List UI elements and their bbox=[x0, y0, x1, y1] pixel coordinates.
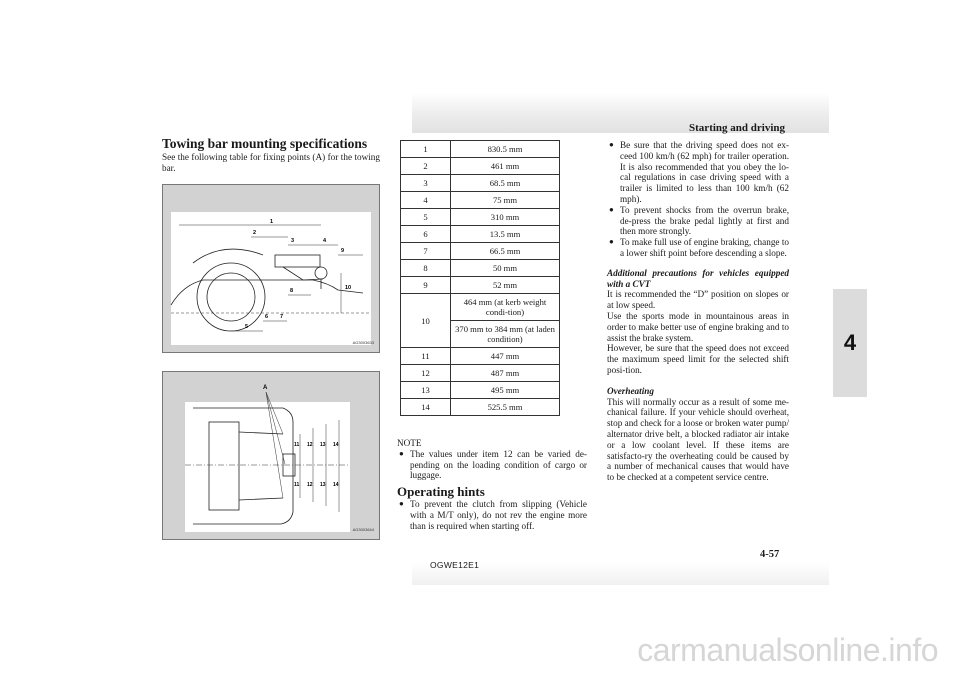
table-row bbox=[401, 399, 560, 416]
page-number: 4-57 bbox=[760, 549, 780, 560]
list-item bbox=[607, 237, 789, 259]
item-value: 487 mm bbox=[451, 365, 560, 382]
table-row bbox=[401, 243, 560, 260]
document-code: OGWE12E1 bbox=[430, 560, 480, 570]
callout-1: 1 bbox=[270, 218, 274, 225]
towing-bar-intro: See the following table for fixing points (A) for the towing bar. bbox=[162, 152, 380, 173]
table-row bbox=[401, 141, 560, 158]
callout-2: 2 bbox=[253, 229, 257, 236]
section-title: Starting and driving bbox=[689, 122, 785, 134]
bullet-icon: ● bbox=[399, 498, 404, 508]
item-value: 461 mm bbox=[451, 158, 560, 175]
item-value: 830.5 mm bbox=[451, 141, 560, 158]
callout-14-lower: 14 bbox=[333, 481, 339, 488]
cvt-paragraph: However, be sure that the speed does not exceed the maximum speed limit for the selected shift posi-tion. bbox=[607, 343, 789, 375]
table-row bbox=[401, 158, 560, 175]
item-number: 1 bbox=[401, 141, 451, 158]
callout-11-lower: 11 bbox=[294, 481, 300, 488]
list-item-text: To make full use of engine braking, change to a lower shift point before descending a slope. bbox=[620, 237, 789, 258]
item-number: 3 bbox=[401, 175, 451, 192]
list-item-text: Be sure that the driving speed does not ex-ceed 100 km/h (62 mph) for trailer operation. It is also recommended that you obey the lo-cal regulations in case driving speed with a trailer is limited to less than 100 km/h (62 mph). bbox=[620, 140, 789, 204]
item-value: 50 mm bbox=[451, 260, 560, 277]
item-value: 495 mm bbox=[451, 382, 560, 399]
overheating-paragraph: This will normally occur as a result of some me-chanical failure. If your vehicle should overheat, stop and check for a loose or broken water pump/ alternator drive belt, a blocked radiator air intake or a low coolant level. If these items are satisfacto-ry the overheating could be caused by a number of mechanical causes that would have to be checked at a competent service centre. bbox=[607, 396, 789, 483]
cvt-paragraph: Use the sports mode in mountainous areas in order to make better use of engine braking and to assist the brake system. bbox=[607, 310, 789, 343]
item-value: 525.5 mm bbox=[451, 399, 560, 416]
middle-column bbox=[397, 140, 587, 531]
item-number: 6 bbox=[401, 226, 451, 243]
item-value: 52 mm bbox=[451, 277, 560, 294]
towing-bar-heading: Towing bar mounting specifications bbox=[162, 136, 368, 151]
spec-table bbox=[400, 140, 560, 416]
callout-12-upper: 12 bbox=[307, 441, 313, 448]
callout-9: 9 bbox=[341, 247, 345, 254]
item-number: 8 bbox=[401, 260, 451, 277]
note-text: The values under item 12 can be varied de-pending on the loading condition of cargo or luggage. bbox=[410, 448, 587, 481]
operating-hints-heading: Operating hints bbox=[397, 484, 485, 500]
callout-4: 4 bbox=[323, 237, 327, 244]
note-label: NOTE bbox=[397, 438, 422, 448]
callout-12-lower: 12 bbox=[307, 481, 313, 488]
overheating-heading: Overheating bbox=[607, 385, 654, 396]
right-column bbox=[607, 140, 789, 483]
item-number: 12 bbox=[401, 365, 451, 382]
table-row bbox=[401, 209, 560, 226]
callout-3: 3 bbox=[291, 237, 295, 244]
callout-7: 7 bbox=[280, 313, 284, 320]
table-row bbox=[401, 260, 560, 277]
item-number: 5 bbox=[401, 209, 451, 226]
item-value: 464 mm (at kerb weight condi-tion) bbox=[451, 294, 560, 321]
item-value: 13.5 mm bbox=[451, 226, 560, 243]
table-row bbox=[401, 277, 560, 294]
callout-13-lower: 13 bbox=[320, 481, 326, 488]
table-row bbox=[401, 382, 560, 399]
chapter-number: 4 bbox=[843, 330, 857, 355]
item-number: 2 bbox=[401, 158, 451, 175]
side-view-figure bbox=[162, 184, 380, 353]
figure-code: AG3003633 bbox=[352, 339, 374, 345]
table-row bbox=[401, 226, 560, 243]
bullet-icon: ● bbox=[609, 204, 614, 214]
item-number: 13 bbox=[401, 382, 451, 399]
item-number: 10 bbox=[401, 294, 451, 348]
callout-6: 6 bbox=[265, 313, 269, 320]
top-view-figure bbox=[162, 371, 380, 540]
table-row bbox=[401, 348, 560, 365]
left-column bbox=[162, 136, 380, 540]
callout-10: 10 bbox=[345, 284, 352, 291]
table-row bbox=[401, 192, 560, 209]
item-value: 68.5 mm bbox=[451, 175, 560, 192]
bullet-icon: ● bbox=[609, 237, 614, 247]
label-a: A bbox=[263, 384, 268, 391]
item-number: 11 bbox=[401, 348, 451, 365]
list-item-text: To prevent shocks from the overrun brake, de-press the brake pedal lightly at first and then more strongly. bbox=[620, 204, 789, 237]
note-bullet bbox=[397, 449, 587, 481]
callout-11-upper: 11 bbox=[294, 441, 300, 448]
bullet-icon: ● bbox=[399, 448, 404, 458]
item-value: 310 mm bbox=[451, 209, 560, 226]
list-item bbox=[607, 205, 789, 237]
item-number: 9 bbox=[401, 277, 451, 294]
callout-5: 5 bbox=[245, 323, 249, 330]
table-row bbox=[401, 294, 560, 321]
item-value: 447 mm bbox=[451, 348, 560, 365]
item-value: 75 mm bbox=[451, 192, 560, 209]
cvt-paragraph: It is recommended the “D” position on slopes or at low speed. bbox=[607, 289, 789, 311]
bullet-icon: ● bbox=[609, 140, 614, 149]
item-number: 14 bbox=[401, 399, 451, 416]
table-row bbox=[401, 365, 560, 382]
operating-hints-text: To prevent the clutch from slipping (Vehicle with a M/T only), do not rev the engine more than is required when starting off. bbox=[410, 498, 587, 531]
list-item bbox=[607, 140, 789, 205]
figure-code: AG3003644 bbox=[352, 526, 374, 532]
chapter-tab bbox=[833, 289, 867, 397]
operating-hints-bullet bbox=[397, 499, 587, 531]
callout-8: 8 bbox=[290, 287, 294, 294]
side-view-diagram bbox=[163, 185, 379, 352]
table-row bbox=[401, 175, 560, 192]
item-number: 4 bbox=[401, 192, 451, 209]
item-value: 370 mm to 384 mm (at laden condition) bbox=[451, 321, 560, 348]
watermark: carmanualsonline.info bbox=[637, 632, 938, 668]
cvt-heading: Additional precautions for vehicles equipped with a CVT bbox=[607, 267, 789, 289]
callout-14-upper: 14 bbox=[333, 441, 339, 448]
callout-13-upper: 13 bbox=[320, 441, 326, 448]
item-value: 66.5 mm bbox=[451, 243, 560, 260]
top-view-diagram bbox=[163, 372, 379, 539]
item-number: 7 bbox=[401, 243, 451, 260]
